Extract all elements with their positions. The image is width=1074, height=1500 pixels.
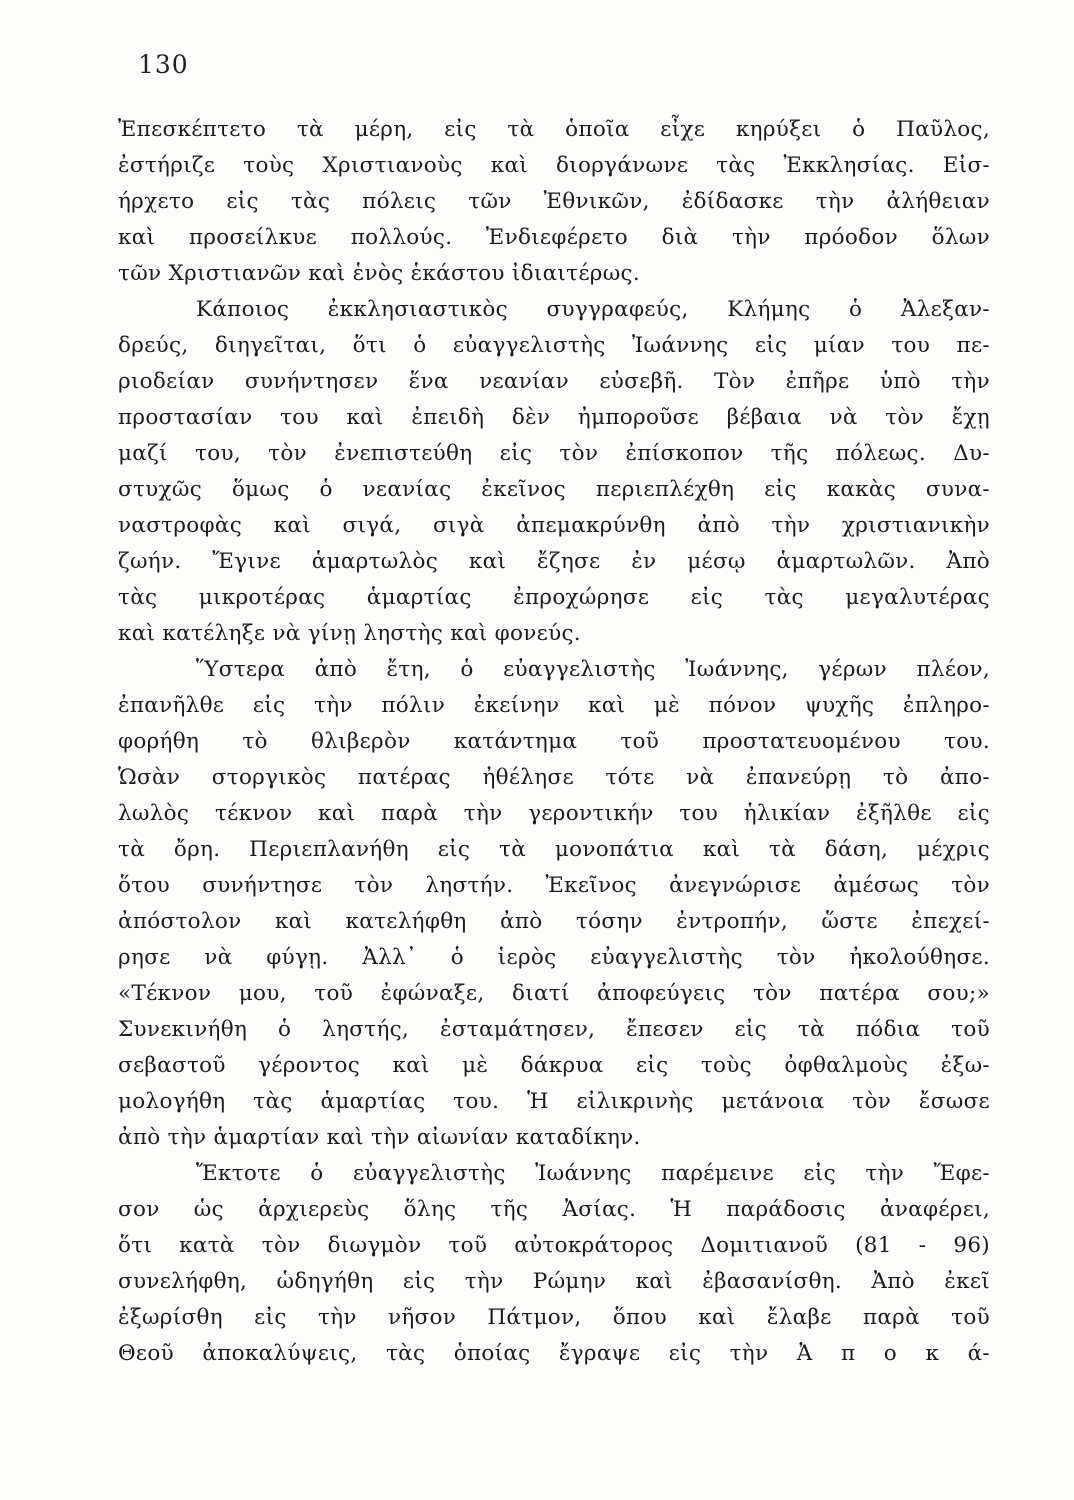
text-line: λωλὸς τέκνον καὶ παρὰ τὴν γεροντικήν του ἡλικίαν ἐξῆλθε εἰς	[118, 801, 990, 826]
text-line: μολογήθη τὰς ἁμαρτίας του. Ἡ εἰλικρινὴς μετάνοια τὸν ἔσωσε	[118, 1089, 990, 1114]
text-line: τὰ ὄρη. Περιεπλανήθη εἰς τὰ μονοπάτια καὶ τὰ δάση, μέχρις	[118, 837, 990, 862]
text-line: ναστροφὰς καὶ σιγά, σιγὰ ἀπεμακρύνθη ἀπὸ τὴν χριστιανικὴν	[118, 513, 990, 538]
text-line: ρησε νὰ φύγῃ. Ἀλλ᾽ ὁ ἱερὸς εὐαγγελιστὴς τὸν ἠκολούθησε.	[118, 945, 990, 970]
text-line: δρεύς, διηγεῖται, ὅτι ὁ εὐαγγελιστὴς Ἰωάννης εἰς μίαν του πε-	[118, 333, 990, 358]
text-line: Ἐπεσκέπτετο τὰ μέρη, εἰς τὰ ὁποῖα εἶχε κηρύξει ὁ Παῦλος,	[118, 117, 990, 142]
text-line: ήρχετο εἰς τὰς πόλεις τῶν Ἐθνικῶν, ἐδίδασκε τὴν ἀλήθειαν	[118, 189, 990, 214]
text-line: συνελήφθη, ὡδηγήθη εἰς τὴν Ρώμην καὶ ἐβασανίσθη. Ἀπὸ ἐκεῖ	[118, 1269, 990, 1294]
text-line: ὅτου συνήντησε τὸν ληστήν. Ἐκεῖνος ἀνεγνώρισε ἀμέσως τὸν	[118, 873, 990, 898]
text-line: ἐξωρίσθη εἰς τὴν νῆσον Πάτμον, ὅπου καὶ ἔλαβε παρὰ τοῦ	[118, 1305, 990, 1330]
text-line: καὶ προσείλκυε πολλούς. Ἐνδιεφέρετο διὰ τὴν πρόοδον ὅλων	[118, 225, 990, 250]
text-line: Ὕστερα ἀπὸ ἔτη, ὁ εὐαγγελιστὴς Ἰωάννης, γέρων πλέον,	[196, 657, 990, 682]
text-line: Θεοῦ ἀποκαλύψεις, τὰς ὁποίας ἔγραψε εἰς τὴν Ἀ π ο κ ά-	[118, 1341, 990, 1366]
text-line: μαζί του, τὸν ἐνεπιστεύθη εἰς τὸν ἐπίσκοπον τῆς πόλεως. Δυ-	[118, 441, 990, 466]
text-line: Κάποιος ἐκκλησιαστικὸς συγγραφεύς, Κλήμης ὁ Ἀλεξαν-	[196, 297, 990, 322]
text-line: προστασίαν του καὶ ἐπειδὴ δὲν ἠμποροῦσε βέβαια νὰ τὸν ἔχῃ	[118, 405, 990, 430]
text-line: ζωήν. Ἔγινε ἁμαρτωλὸς καὶ ἔζησε ἐν μέσῳ ἁμαρτωλῶν. Ἀπὸ	[118, 549, 990, 574]
paragraph-4	[118, 1156, 990, 1372]
text-line: στυχῶς ὅμως ὁ νεανίας ἐκεῖνος περιεπλέχθη εἰς κακὰς συνα-	[118, 477, 990, 502]
text-line: «Τέκνον μου, τοῦ ἐφώναξε, διατί ἀποφεύγεις τὸν πατέρα σου;»	[118, 981, 990, 1006]
text-line: φορήθη τὸ θλιβερὸν κατάντημα τοῦ προστατευομένου του.	[118, 729, 990, 754]
text-line: Συνεκινήθη ὁ ληστής, ἐσταμάτησεν, ἔπεσεν εἰς τὰ πόδια τοῦ	[118, 1017, 990, 1042]
text-line: ἐστήριζε τοὺς Χριστιανοὺς καὶ διοργάνωνε τὰς Ἐκκλησίας. Εἰσ-	[118, 153, 990, 178]
text-line: σεβαστοῦ γέροντος καὶ μὲ δάκρυα εἰς τοὺς ὀφθαλμοὺς ἐξω-	[118, 1053, 990, 1078]
text-line: Ὡσὰν στοργικὸς πατέρας ἠθέλησε τότε νὰ ἐπανεύρῃ τὸ ἀπο-	[118, 765, 990, 790]
text-line: ἐπανῆλθε εἰς τὴν πόλιν ἐκείνην καὶ μὲ πόνον ψυχῆς ἐπληρο-	[118, 693, 990, 718]
text-line: τὰς μικροτέρας ἁμαρτίας ἐπροχώρησε εἰς τὰς μεγαλυτέρας	[118, 585, 990, 610]
text-line: ὅτι κατὰ τὸν διωγμὸν τοῦ αὐτοκράτορος Δομιτιανοῦ (81 - 96)	[118, 1233, 990, 1258]
text-line: ἀπόστολον καὶ κατελήφθη ἀπὸ τόσην ἐντροπήν, ὥστε ἐπεχεί-	[118, 909, 990, 934]
text-line: τῶν Χριστιανῶν καὶ ἑνὸς ἑκάστου ἰδιαιτέρως.	[118, 261, 641, 286]
page-number: 130	[138, 50, 189, 79]
paragraph-3	[118, 652, 990, 1156]
paragraph-2	[118, 292, 990, 652]
text-line: ριοδείαν συνήντησεν ἕνα νεανίαν εὐσεβῆ. Τὸν ἐπῆρε ὑπὸ τὴν	[118, 369, 990, 394]
text-line: καὶ κατέληξε νὰ γίνῃ ληστὴς καὶ φονεύς.	[118, 621, 581, 646]
text-line: σον ὡς ἀρχιερεὺς ὅλης τῆς Ἀσίας. Ἡ παράδοσις ἀναφέρει,	[118, 1197, 990, 1222]
text-line: ἀπὸ τὴν ἁμαρτίαν καὶ τὴν αἰωνίαν καταδίκην.	[118, 1125, 641, 1150]
paragraph-1	[118, 112, 990, 292]
body-text	[118, 112, 990, 1372]
text-line: Ἔκτοτε ὁ εὐαγγελιστὴς Ἰωάννης παρέμεινε εἰς τὴν Ἔφε-	[196, 1161, 990, 1186]
